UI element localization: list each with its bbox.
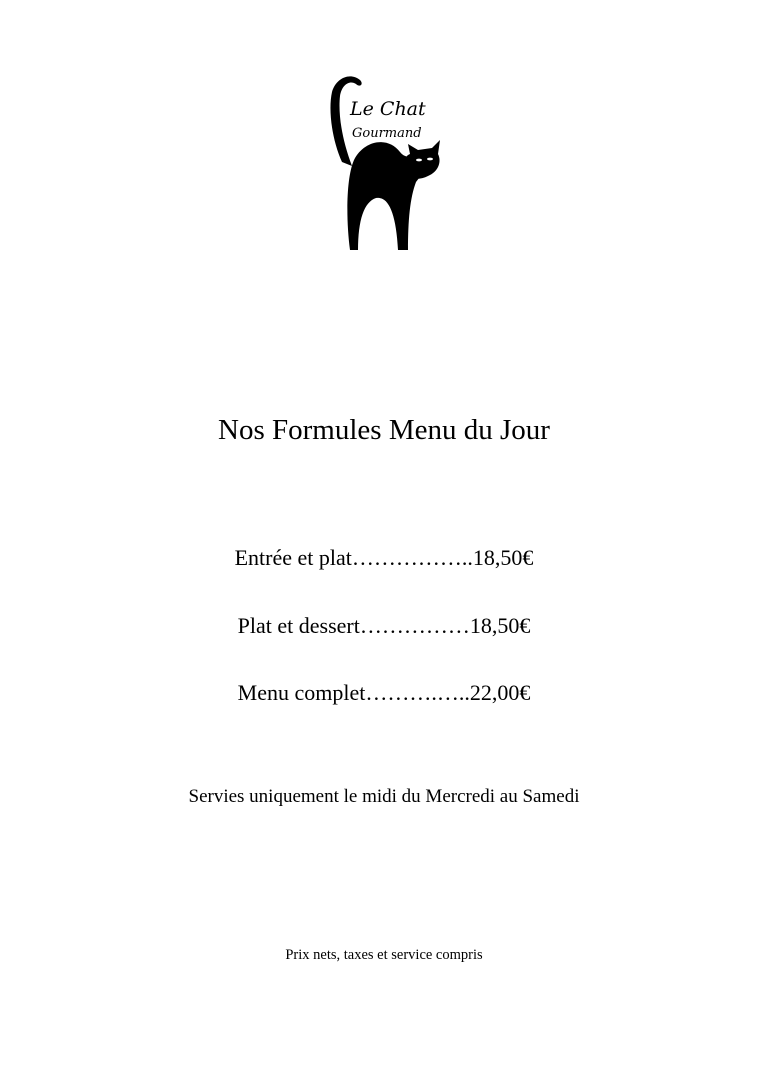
logo-text-line2: Gourmand	[352, 126, 422, 141]
service-note: Servies uniquement le midi du Mercredi au Samedi	[188, 786, 580, 807]
logo-text-line1: Le Chat	[350, 98, 426, 120]
restaurant-logo	[320, 70, 450, 255]
formula-plat-dessert: Plat et dessert……………18,50€	[237, 613, 531, 638]
page-title: Nos Formules Menu du Jour	[218, 414, 550, 446]
formula-entree-plat: Entrée et plat……………..18,50€	[234, 545, 534, 570]
formula-menu-complet: Menu complet……….…..22,00€	[237, 680, 531, 705]
price-footer: Prix nets, taxes et service compris	[285, 947, 483, 963]
